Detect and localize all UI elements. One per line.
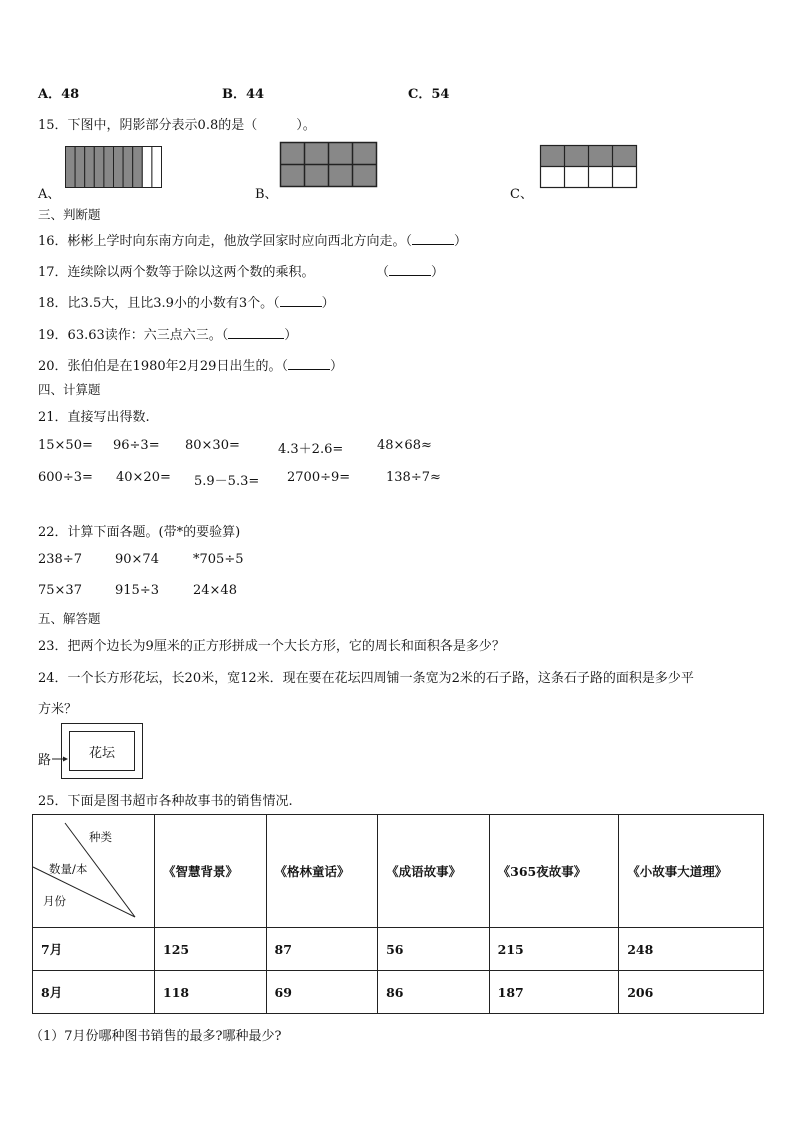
q24-line1: 24．一个长方形花坛，长20米，宽12米．现在要在花坛四周铺一条宽为2米的石子路，这条石子路的面积是多少平 [38, 671, 694, 686]
q15-option-b: B、 [255, 187, 278, 202]
shaded-strip [104, 147, 114, 188]
table-header-row [33, 815, 764, 928]
value-cell: 87 [266, 928, 378, 971]
figure-a-bars [65, 146, 165, 188]
q17-answer [376, 261, 444, 280]
header-month: 月份 [43, 894, 66, 908]
q22-item: 238÷7 [38, 552, 82, 567]
month-cell: 8月 [33, 971, 155, 1014]
answer-blank[interactable] [389, 263, 431, 276]
answer-blank[interactable] [280, 294, 322, 307]
book-title: 《智慧背景》 [155, 815, 267, 928]
q21-item: 80×30= [185, 438, 240, 453]
q16-text: 16．彬彬上学时向东南方向走，他放学回家时应向西北方向走。（ [38, 234, 413, 249]
book-title: 《小故事大道理》 [619, 815, 764, 928]
q15-stem: 15．下图中，阴影部分表示0.8的是（ ）。 [38, 118, 316, 133]
garden-inner-rect [69, 731, 135, 771]
q22-item: 915÷3 [115, 583, 159, 598]
figure-b-grid [280, 142, 378, 188]
value-cell: 215 [489, 928, 619, 971]
q20 [38, 355, 343, 374]
table-row [33, 971, 764, 1014]
q15-option-a: A、 [38, 187, 61, 202]
q22-stem: 22．计算下面各题。(带*的要验算) [38, 525, 241, 540]
q22-item: 24×48 [193, 583, 237, 598]
option-c: C．54 [408, 87, 450, 102]
paren-close: ） [284, 328, 298, 343]
q19 [38, 324, 297, 343]
road-arrow-icon [52, 756, 68, 762]
q21-item: 96÷3= [113, 438, 160, 453]
month-cell: 7月 [33, 928, 155, 971]
shaded-strip [85, 147, 95, 188]
answer-blank[interactable] [288, 357, 330, 370]
shaded-strip [114, 147, 124, 188]
shaded-strip [123, 147, 133, 188]
value-cell: 69 [266, 971, 378, 1014]
q22-item: 90×74 [115, 552, 159, 567]
q16 [38, 230, 467, 249]
book-title: 《成语故事》 [378, 815, 490, 928]
paren-close: ） [454, 234, 468, 249]
q21-item: 15×50= [38, 438, 93, 453]
paren-close: ） [329, 359, 343, 374]
value-cell: 56 [378, 928, 490, 971]
q21-item: 138÷7≈ [386, 470, 441, 485]
option-b: B．44 [222, 87, 265, 102]
book-title: 《格林童话》 [266, 815, 378, 928]
shaded-strip [75, 147, 85, 188]
q21-item: 4.3＋2.6= [278, 442, 344, 457]
value-cell: 248 [619, 928, 764, 971]
paren-close: ） [431, 265, 445, 280]
shaded-strip [94, 147, 104, 188]
header-kind: 种类 [89, 830, 112, 844]
shaded-strip [66, 147, 76, 188]
q17-text: 17．连续除以两个数等于除以这两个数的乘积。 [38, 265, 315, 280]
section-judgement: 三、判断题 [38, 207, 101, 222]
q25-sub1: （1）7月份哪种图书销售的最多?哪种最少? [30, 1029, 282, 1044]
answer-blank[interactable] [228, 326, 284, 339]
option-a: A．48 [38, 87, 80, 102]
sales-table [32, 814, 764, 1014]
book-title: 《365夜故事》 [489, 815, 619, 928]
table-row [33, 928, 764, 971]
q21-item: 40×20= [116, 470, 171, 485]
q24-line2: 方米？ [38, 702, 78, 717]
value-cell: 86 [378, 971, 490, 1014]
value-cell: 187 [489, 971, 619, 1014]
figure-c-grid [540, 145, 638, 189]
q25-stem: 25．下面是图书超市各种故事书的销售情况. [38, 794, 293, 809]
q21-stem: 21．直接写出得数. [38, 410, 150, 425]
paren-open: （ [376, 265, 390, 280]
q15-option-c: C、 [510, 187, 533, 202]
q21-item: 48×68≈ [377, 438, 432, 453]
paren-close: ） [321, 296, 335, 311]
q21-item: 2700÷9= [287, 470, 351, 485]
section-calculation: 四、计算题 [38, 382, 101, 397]
q22-item: 75×37 [38, 583, 82, 598]
value-cell: 206 [619, 971, 764, 1014]
shaded-strip [133, 147, 143, 188]
diagonal-header-cell [33, 815, 155, 928]
garden-label: 花坛 [88, 745, 115, 761]
value-cell: 118 [155, 971, 267, 1014]
q19-text: 19．63.63读作：六三点六三。（ [38, 328, 229, 343]
q20-text: 20．张伯伯是在1980年2月29日出生的。（ [38, 359, 288, 374]
unshaded-strip [142, 147, 152, 188]
q17 [38, 261, 315, 280]
unshaded-strip [152, 147, 162, 188]
q22-item: *705÷5 [193, 552, 244, 567]
q18 [38, 292, 335, 311]
section-solve: 五、解答题 [38, 611, 101, 626]
q23: 23．把两个边长为9厘米的正方形拼成一个大长方形，它的周长和面积各是多少？ [38, 639, 505, 654]
q21-item: 5.9－5.3= [194, 474, 260, 489]
header-qty: 数量/本 [49, 862, 88, 876]
value-cell: 125 [155, 928, 267, 971]
answer-blank[interactable] [412, 232, 454, 245]
q21-item: 600÷3= [38, 470, 93, 485]
q18-text: 18．比3.5大，且比3.9小的小数有3个。（ [38, 296, 280, 311]
road-label: 路 [38, 753, 52, 768]
